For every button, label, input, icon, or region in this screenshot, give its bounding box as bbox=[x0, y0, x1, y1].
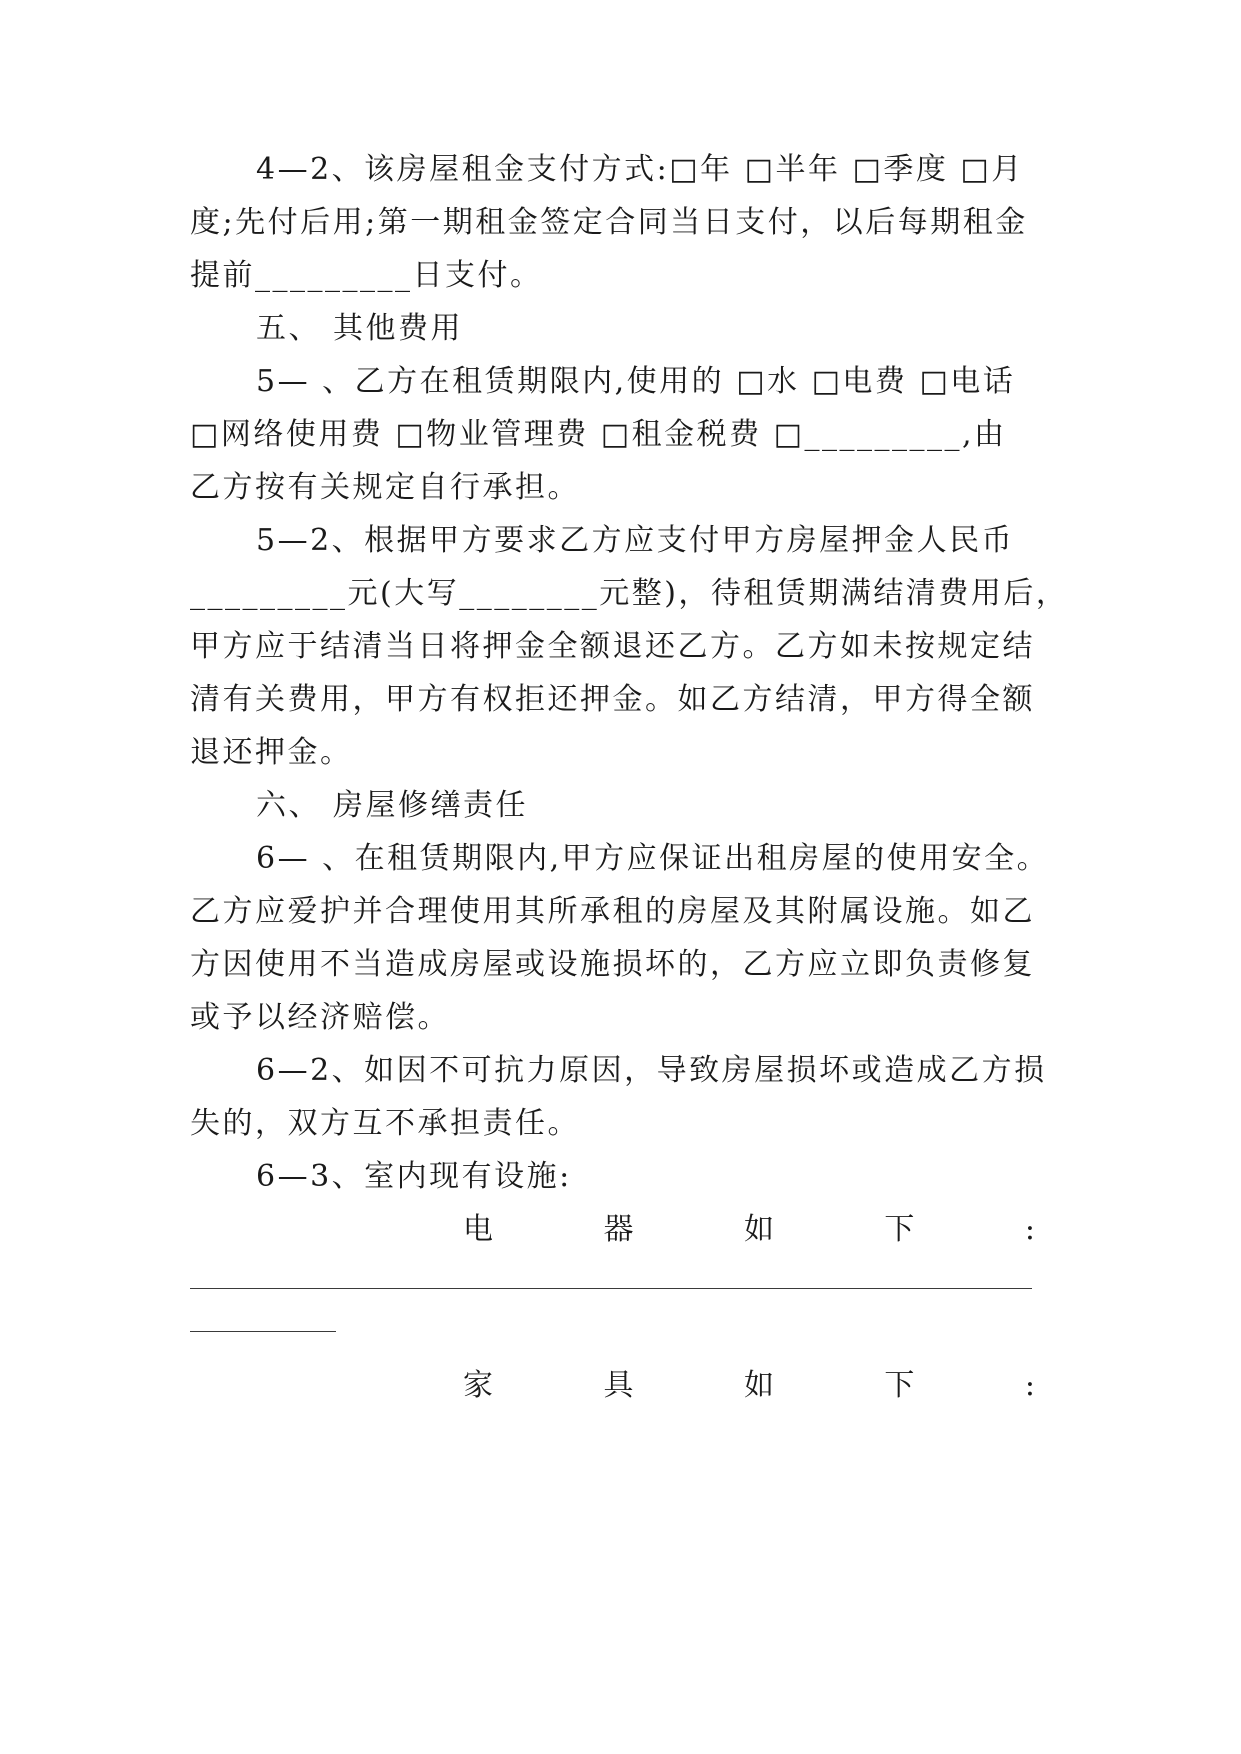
heading-char: 器 bbox=[603, 1212, 634, 1247]
section-heading: 六、 房屋修缮责任 bbox=[256, 788, 529, 823]
paragraph-line: 清有关费用，甲方有权拒还押金。如乙方结清，甲方得全额 bbox=[190, 682, 1035, 717]
paragraph-line: 失的，双方互不承担责任。 bbox=[190, 1106, 580, 1141]
paragraph-line: 6—2、如因不可抗力原因，导致房屋损坏或造成乙方损 bbox=[256, 1053, 1047, 1088]
paragraph-line: 乙方按有关规定自行承担。 bbox=[190, 470, 580, 505]
heading-char: : bbox=[1024, 1368, 1035, 1403]
paragraph-line: 5— 、乙方在租赁期限内,使用的 □水 □电费 □电话 bbox=[256, 364, 1016, 399]
heading-char: 具 bbox=[603, 1368, 634, 1403]
blank-fill-line bbox=[190, 1288, 1032, 1289]
paragraph-line: 度;先付后用;第一期租金签定合同当日支付，以后每期租金 bbox=[190, 205, 1028, 240]
paragraph-line: 乙方应爱护并合理使用其所承租的房屋及其附属设施。如乙 bbox=[190, 894, 1035, 929]
heading-char: 家 bbox=[463, 1368, 493, 1403]
furniture-heading bbox=[463, 1366, 1035, 1406]
paragraph-line: □网络使用费 □物业管理费 □租金税费 □_________,由 bbox=[190, 417, 1007, 452]
paragraph-line: _________元(大写________元整)，待租赁期满结清费用后， bbox=[190, 576, 1069, 611]
section-heading: 五、 其他费用 bbox=[256, 311, 464, 346]
paragraph-line: 5—2、根据甲方要求乙方应支付甲方房屋押金人民币 bbox=[256, 523, 1015, 558]
paragraph-line: 退还押金。 bbox=[190, 735, 353, 770]
heading-char: 如 bbox=[743, 1212, 774, 1247]
heading-char: 下 bbox=[884, 1212, 915, 1247]
heading-char: 下 bbox=[884, 1368, 915, 1403]
paragraph-line: 方因使用不当造成房屋或设施损坏的，乙方应立即负责修复 bbox=[190, 947, 1035, 982]
blank-fill-line bbox=[190, 1331, 336, 1332]
heading-char: 如 bbox=[743, 1368, 774, 1403]
paragraph-line: 6— 、在租赁期限内,甲方应保证出租房屋的使用安全。 bbox=[256, 841, 1050, 876]
paragraph-line: 甲方应于结清当日将押金全额退还乙方。乙方如未按规定结 bbox=[190, 629, 1035, 664]
paragraph-line: 或予以经济赔偿。 bbox=[190, 1000, 450, 1035]
heading-char: : bbox=[1024, 1212, 1035, 1247]
paragraph-line: 4—2、该房屋租金支付方式:□年 □半年 □季度 □月 bbox=[256, 152, 1024, 187]
heading-char: 电 bbox=[463, 1212, 493, 1247]
paragraph-line: 提前_________日支付。 bbox=[190, 258, 543, 293]
appliances-heading bbox=[463, 1210, 1035, 1250]
paragraph-line: 6—3、室内现有设施: bbox=[256, 1159, 572, 1194]
